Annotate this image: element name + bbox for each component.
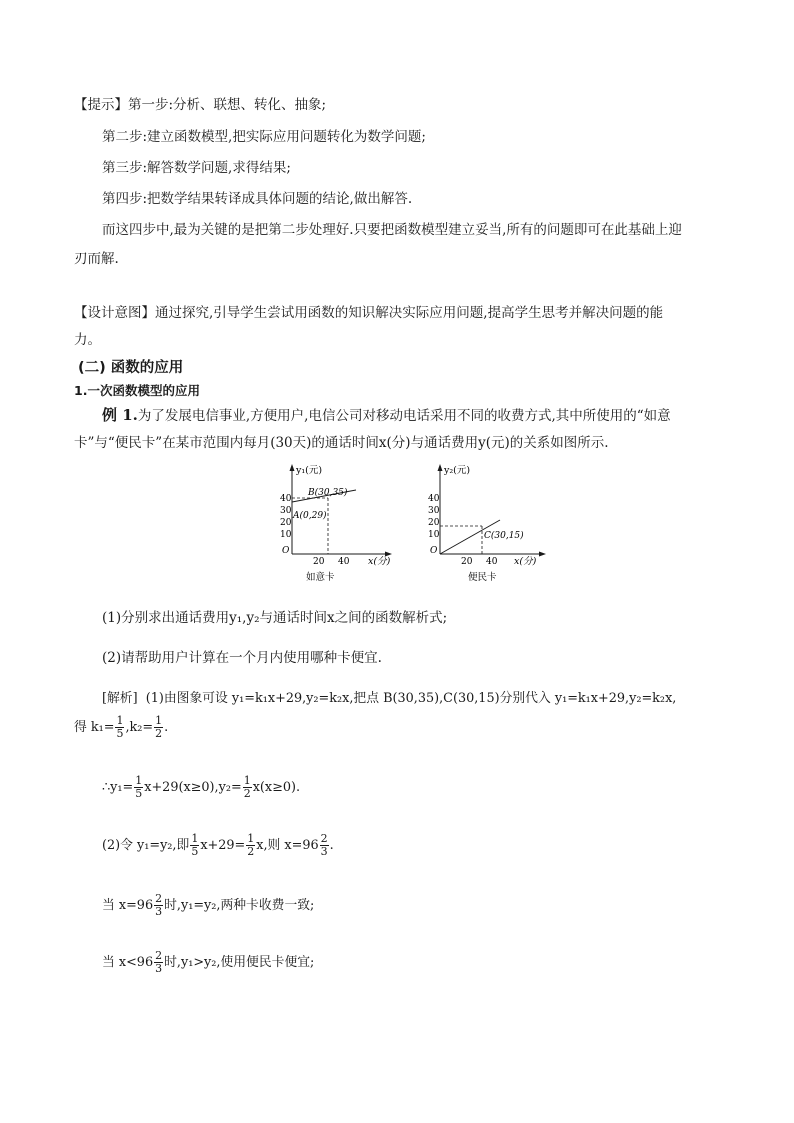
solution-label: [解析]	[102, 691, 138, 706]
point-a-label: A(0,29)	[293, 511, 327, 521]
x-axis-arrow	[539, 552, 546, 557]
fraction-1-2: $\frac{1}{2}$	[243, 774, 251, 800]
y-tick-20: 20	[428, 518, 440, 528]
y-tick-40: 40	[280, 494, 292, 504]
question-1: (1)分别求出通话费用y₁,y₂与通话时间x之间的函数解析式;	[102, 610, 448, 626]
solution-line-4: (2)令 y₁=y₂,即 $\frac{1}{5}$ x+29= $\frac{1}{2}$ x,则 x=96 $\frac{2}{3}$ .	[102, 832, 334, 858]
x-tick-40: 40	[338, 557, 350, 567]
solution-line-2: 得 k₁= $\frac{1}{5}$ ,k₂= $\frac{1}{2}$ .	[74, 714, 169, 740]
design-label: 【设计意图】	[74, 305, 155, 321]
origin-label: O	[282, 546, 290, 556]
caption-left: 如意卡	[306, 572, 335, 583]
k2-prefix: ,k₂=	[125, 720, 154, 735]
fraction-1-5: $\frac{1}{5}$	[135, 774, 143, 800]
y-axis-arrow	[438, 464, 443, 471]
fraction-2-3: $\frac{2}{3}$	[155, 949, 163, 975]
section-subtitle: 1.一次函数模型的应用	[74, 383, 200, 398]
step-1: 第一步:分析、联想、转化、抽象;	[128, 97, 327, 113]
fraction-1-2: $\frac{1}{2}$	[247, 832, 255, 858]
design-text-1: 通过探究,引导学生尝试用函数的知识解决实际应用问题,提高学生思考并解决问题的能	[155, 305, 664, 321]
example-text-1: 为了发展电信事业,方便用户,电信公司对移动电话采用不同的收费方式,其中所使用的“如意	[137, 408, 671, 424]
tip-label: 【提示】	[74, 97, 128, 113]
solution-line-5: 当 x=96 $\frac{2}{3}$ 时,y₁=y₂,两种卡收费一致;	[102, 892, 315, 918]
y-axis-label: y₂(元)	[444, 465, 471, 476]
section-title: (二) 函数的应用	[78, 360, 184, 376]
tip-paragraph	[74, 96, 326, 114]
design-intent-line-2: 力。	[74, 332, 101, 348]
y-tick-30: 30	[280, 506, 292, 516]
x-tick-20: 20	[461, 557, 473, 567]
example-line-2: 卡”与“便民卡”在某市范围内每月(30天)的通话时间x(分)与通话费用y(元)的关系如图所示.	[74, 435, 609, 451]
origin-label: O	[430, 546, 438, 556]
x-tick-20: 20	[313, 557, 325, 567]
fraction-1-5: $\frac{1}{5}$	[116, 714, 124, 740]
point-b-label: B(30,35)	[308, 488, 348, 498]
y-tick-10: 10	[280, 530, 292, 540]
step-3: 第三步:解答数学问题,求得结果;	[102, 160, 291, 176]
solution-line-3: ∴y₁= $\frac{1}{5}$ x+29(x≥0),y₂= $\frac{1}{2}$ x(x≥0).	[102, 774, 301, 800]
y-tick-10: 10	[428, 530, 440, 540]
y-tick-40: 40	[428, 494, 440, 504]
summary-line-1: 而这四步中,最为关键的是把第二步处理好.只要把函数模型建立妥当,所有的问题即可在此基础上迎	[102, 222, 682, 238]
step-2: 第二步:建立函数模型,把实际应用问题转化为数学问题;	[102, 129, 426, 145]
step-4: 第四步:把数学结果转译成具体问题的结论,做出解答.	[102, 191, 413, 207]
design-intent-line-1	[74, 304, 663, 322]
chart-right	[428, 464, 546, 583]
y-axis-label: y₁(元)	[296, 465, 323, 476]
chart-left	[280, 464, 392, 583]
summary-line-2: 刃而解.	[74, 251, 119, 267]
x-tick-40: 40	[486, 557, 498, 567]
example-label: 例 1.	[102, 406, 138, 424]
fraction-2-3: $\frac{2}{3}$	[155, 892, 163, 918]
example-line-1	[102, 406, 671, 425]
x-axis-label: x(分)	[368, 556, 391, 567]
fraction-2-3: $\frac{2}{3}$	[320, 832, 328, 858]
y-tick-30: 30	[428, 506, 440, 516]
k1-prefix: 得 k₁=	[74, 720, 115, 735]
fraction-1-5: $\frac{1}{5}$	[191, 832, 199, 858]
y-tick-20: 20	[280, 518, 292, 528]
point-c-label: C(30,15)	[484, 531, 524, 541]
caption-right: 便民卡	[468, 572, 497, 583]
solution-line-1	[102, 690, 676, 708]
charts-figure	[270, 458, 630, 586]
fraction-1-2: $\frac{1}{2}$	[155, 714, 163, 740]
x-axis-label: x(分)	[514, 556, 537, 567]
question-2: (2)请帮助用户计算在一个月内使用哪种卡便宜.	[102, 650, 382, 666]
y-axis-arrow	[290, 464, 295, 471]
solution-text-1: (1)由图象可设 y₁=k₁x+29,y₂=k₂x,把点 B(30,35),C(30,15)分别代入 y₁=k₁x+29,y₂=k₂x,	[145, 691, 677, 706]
solution-line-6: 当 x<96 $\frac{2}{3}$ 时,y₁>y₂,使用便民卡便宜;	[102, 949, 315, 975]
